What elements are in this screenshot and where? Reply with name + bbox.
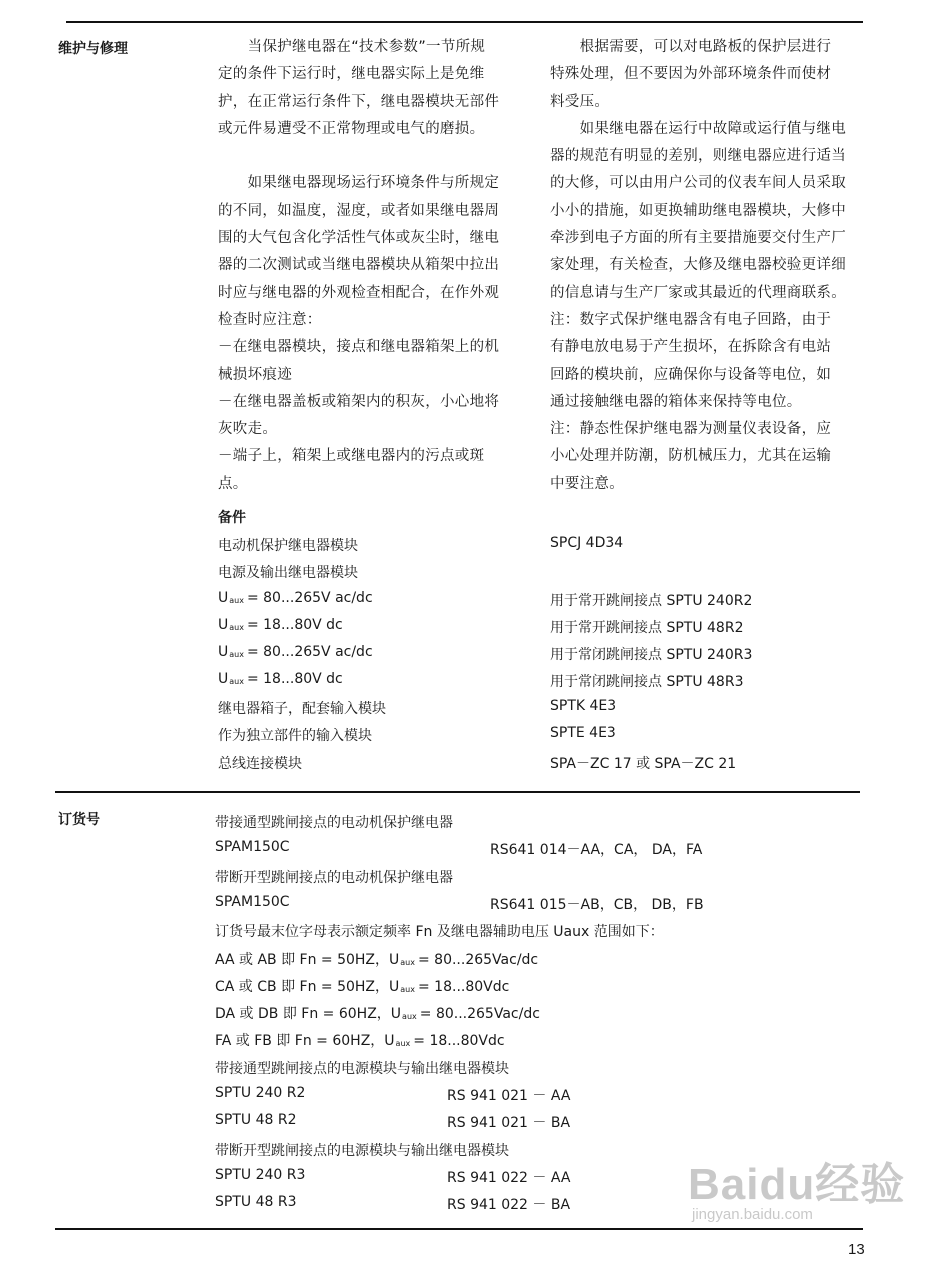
text-line: 械损坏痕迹 bbox=[218, 366, 292, 383]
row-value: RS641 015－AB，CB， DB，FB bbox=[490, 896, 704, 913]
row-label-rest: = 18...80V dc bbox=[246, 671, 343, 687]
text-line: 通过接触继电器的箱体来保持等电位。 bbox=[550, 393, 802, 410]
list-row bbox=[218, 644, 373, 660]
subscript: aux bbox=[402, 1012, 417, 1022]
text-line: 有静电放电易于产生损坏，在拆除含有电站 bbox=[550, 339, 832, 356]
row-label: 继电器箱子，配套输入模块 bbox=[218, 701, 386, 717]
row-label: U bbox=[218, 644, 229, 660]
row-label-rest: = 80...265V ac/dc bbox=[246, 644, 373, 660]
list-row bbox=[215, 949, 538, 969]
row-label: 总线连接模块 bbox=[218, 756, 302, 772]
text-line: 检查时应注意： bbox=[218, 311, 322, 328]
list-row bbox=[215, 1085, 305, 1101]
row-label-rest: = 80...265Vac/dc bbox=[417, 951, 539, 968]
text-line: 料受压。 bbox=[550, 93, 610, 110]
row-label: U bbox=[218, 590, 229, 606]
text-line: －在继电器盖板或箱架内的积灰，小心地将 bbox=[218, 393, 500, 410]
row-label: FA 或 FB 即 Fn = 60HZ，U bbox=[215, 1033, 395, 1050]
row-label: 带接通型跳闸接点的电源模块与输出继电器模块 bbox=[215, 1060, 509, 1077]
list-row bbox=[218, 617, 343, 633]
list-row bbox=[215, 1003, 540, 1023]
row-label: 带断开型跳闸接点的电动机保护继电器 bbox=[215, 869, 453, 886]
text-line: 的不同，如温度，湿度，或者如果继电器周 bbox=[218, 202, 500, 219]
text-line: 注：数字式保护继电器含有电子回路，由于 bbox=[550, 311, 832, 328]
text-line: 中要注意。 bbox=[550, 475, 624, 492]
bottom-rule bbox=[55, 1228, 863, 1230]
list-row bbox=[218, 725, 372, 745]
text-line: 注：静态性保护继电器为测量仪表设备，应 bbox=[550, 421, 832, 438]
text-line: 家处理，有关检查，大修及继电器校验更详细 bbox=[550, 257, 846, 274]
row-label: SPTU 240 R2 bbox=[215, 1085, 306, 1101]
list-row bbox=[215, 1140, 509, 1160]
text-line: －端子上，箱架上或继电器内的污点或斑 bbox=[218, 448, 485, 465]
subscript: aux bbox=[229, 623, 244, 632]
text-line: 如果继电器在运行中故障或运行值与继电 bbox=[550, 120, 846, 137]
row-label: U bbox=[218, 671, 229, 687]
list-row bbox=[215, 976, 509, 996]
subscript: aux bbox=[400, 957, 415, 967]
row-value: 用于常开跳闸接点 SPTU 48R2 bbox=[550, 620, 744, 636]
row-label: U bbox=[218, 617, 229, 633]
row-label-rest: = 18...80Vdc bbox=[418, 978, 510, 995]
text-line: 根据需要，可以对电路板的保护层进行 bbox=[550, 39, 832, 55]
text-line: 点。 bbox=[218, 475, 248, 492]
text-line: －在继电器模块，接点和继电器箱架上的机 bbox=[218, 339, 500, 356]
list-row bbox=[215, 1112, 296, 1128]
subscript: aux bbox=[395, 1039, 411, 1049]
subscript: aux bbox=[400, 984, 415, 994]
row-value: 用于常闭跳闸接点 SPTU 240R3 bbox=[550, 647, 753, 663]
row-value: SPTE 4E3 bbox=[550, 725, 616, 741]
subscript: aux bbox=[229, 596, 244, 605]
row-value: RS641 014－AA，CA， DA，FA bbox=[490, 842, 703, 859]
list-row bbox=[218, 535, 358, 555]
text-line: 小小的措施，如更换辅助继电器模块，大修中 bbox=[550, 202, 846, 219]
row-label: 电源及输出继电器模块 bbox=[218, 565, 358, 581]
text-line: 如果继电器现场运行环境条件与所规定 bbox=[218, 175, 500, 192]
row-value: SPA－ZC 17 或 SPA－ZC 21 bbox=[550, 756, 737, 772]
row-label: SPTU 48 R3 bbox=[215, 1194, 297, 1211]
text-line: 器的规范有明显的差别，则继电器应进行适当 bbox=[550, 148, 846, 165]
row-value: 用于常开跳闸接点 SPTU 240R2 bbox=[550, 593, 753, 609]
list-row bbox=[215, 921, 664, 941]
text-line: 回路的模块前，应确保你与设备等电位，如 bbox=[550, 366, 832, 383]
row-label: SPTU 240 R3 bbox=[215, 1166, 306, 1183]
list-row bbox=[215, 1058, 509, 1078]
row-value: RS 941 022 － AA bbox=[447, 1169, 571, 1186]
list-row bbox=[215, 867, 453, 887]
row-label: 作为独立部件的输入模块 bbox=[218, 728, 372, 744]
maintenance-right-column bbox=[550, 34, 865, 498]
baidu-watermark bbox=[688, 1148, 905, 1223]
row-value: RS 941 022 － BA bbox=[447, 1197, 571, 1214]
row-label-rest: = 18...80Vdc bbox=[413, 1033, 505, 1050]
list-row bbox=[218, 590, 373, 606]
text-line: 的大修，可以由用户公司的仪表车间人员采取 bbox=[550, 175, 846, 192]
list-row bbox=[215, 839, 290, 855]
row-label: 订货号最末位字母表示额定频率 Fn 及继电器辅助电压 Uaux 范围如下： bbox=[215, 924, 664, 941]
list-row bbox=[218, 698, 386, 718]
row-label: SPTU 48 R2 bbox=[215, 1112, 297, 1129]
text-line: 定的条件下运行时，继电器实际上是免维 bbox=[218, 66, 485, 83]
watermark-url: jingyan.baidu.com bbox=[692, 1206, 813, 1223]
row-label-rest: = 80...265V ac/dc bbox=[246, 590, 373, 606]
list-row bbox=[215, 894, 290, 910]
watermark-logo: Baidu经验 bbox=[688, 1160, 906, 1209]
blank-line bbox=[218, 143, 498, 170]
row-label-rest: = 18...80V dc bbox=[246, 617, 343, 633]
list-row bbox=[218, 562, 358, 582]
list-row bbox=[215, 812, 453, 832]
subscript: aux bbox=[229, 650, 244, 659]
maintenance-heading: 维护与修理 bbox=[58, 41, 128, 57]
row-value: 用于常闭跳闸接点 SPTU 48R3 bbox=[550, 674, 744, 690]
subscript: aux bbox=[229, 677, 244, 686]
text-line: 护，在正常运行条件下，继电器模块无部件 bbox=[218, 93, 500, 110]
text-line: 小心处理并防潮，防机械压力，尤其在运输 bbox=[550, 448, 832, 465]
text-line: 灰吹走。 bbox=[218, 421, 278, 438]
row-label: CA 或 CB 即 Fn = 50HZ，U bbox=[215, 978, 400, 995]
maintenance-left-column bbox=[218, 34, 498, 498]
text-line: 或元件易遭受不正常物理或电气的磨损。 bbox=[218, 120, 485, 137]
row-label: 电动机保护继电器模块 bbox=[218, 538, 358, 554]
row-label: SPAM150C bbox=[215, 893, 290, 910]
text-line: 牵涉到电子方面的所有主要措施要交付生产厂 bbox=[550, 230, 846, 247]
row-label: AA 或 AB 即 Fn = 50HZ，U bbox=[215, 951, 400, 968]
row-label: SPAM150C bbox=[215, 839, 290, 856]
row-label: 带接通型跳闸接点的电动机保护继电器 bbox=[215, 815, 453, 831]
text-line: 当保护继电器在“技术参数”一节所规 bbox=[218, 39, 486, 55]
text-line: 器的二次测试或当继电器模块从箱架中拉出 bbox=[218, 257, 500, 274]
ordering-heading: 订货号 bbox=[58, 812, 100, 828]
text-line: 的信息请与生产厂家或其最近的代理商联系。 bbox=[550, 284, 846, 301]
spare-parts-heading: 备件 bbox=[218, 510, 246, 526]
row-value: SPCJ 4D34 bbox=[550, 535, 624, 551]
text-line: 时应与继电器的外观检查相配合，在作外观 bbox=[218, 284, 500, 301]
text-line: 围的大气包含化学活性气体或灰尘时，继电 bbox=[218, 230, 500, 247]
row-value: RS 941 021 － AA bbox=[447, 1088, 571, 1104]
list-row bbox=[218, 753, 302, 773]
list-row bbox=[218, 671, 343, 687]
list-row bbox=[215, 1167, 305, 1183]
page-number: 13 bbox=[848, 1241, 865, 1258]
row-label: DA 或 DB 即 Fn = 60HZ，U bbox=[215, 1006, 402, 1023]
text-line: 特殊处理，但不要因为外部环境条件而使材 bbox=[550, 66, 832, 83]
row-value: SPTK 4E3 bbox=[550, 698, 617, 714]
list-row bbox=[215, 1030, 505, 1050]
row-value: RS 941 021 － BA bbox=[447, 1115, 571, 1132]
row-label: 带断开型跳闸接点的电源模块与输出继电器模块 bbox=[215, 1142, 509, 1159]
list-row bbox=[215, 1194, 296, 1210]
row-label-rest: = 80...265Vac/dc bbox=[419, 1006, 540, 1023]
section-divider bbox=[55, 791, 860, 793]
top-rule bbox=[66, 21, 863, 23]
